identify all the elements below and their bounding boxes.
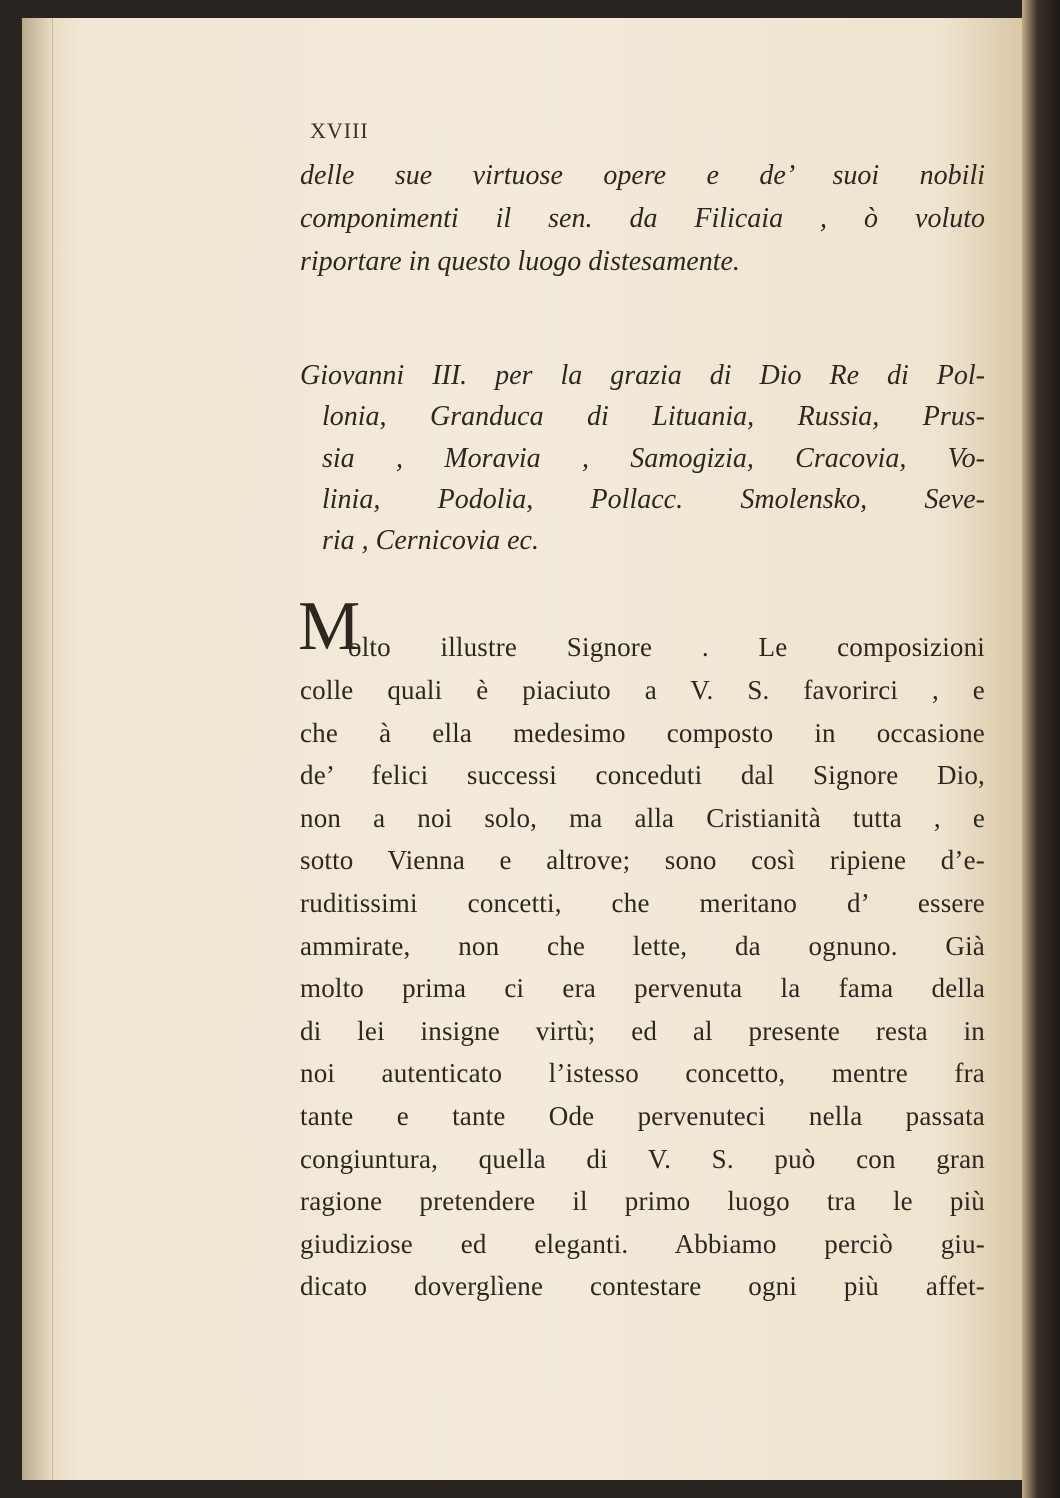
address-line: ria , Cernicovia ec. [322,525,539,556]
letter-line: noi autenticato l’istesso concetto, mentre fra [300,1058,985,1089]
letter-line: ruditissimi concetti, che meritano d’ essere [300,888,985,918]
letter-line: colle quali è piaciuto a V. S. favorirci , e [300,675,985,705]
letter-line: tante e tante Ode pervenuteci nella passata [300,1101,985,1131]
page-number: XVIII [310,118,369,143]
intro-line: riportare in questo luogo distesamente. [300,246,740,277]
letter-line: de’ felici successi conceduti dal Signore Dio, [300,760,985,791]
page-binding [22,18,53,1480]
address-line: linia, Podolia, Pollacc. Smolensko, Seve- [322,484,985,515]
letter-line: dicato doverglìene contestare ogni più affet- [300,1271,985,1302]
letter-line: che à ella medesimo composto in occasione [300,717,985,748]
letter-line: giudiziose ed eleganti. Abbiamo perciò giu- [300,1228,985,1259]
letter-line: sotto Vienna e altrove; sono così ripiene d’e- [300,845,985,876]
letter-line: ammirate, non che lette, da ognuno. Già [300,930,985,961]
letter-line: non a noi solo, ma alla Cristianità tutta , e [300,802,985,833]
letter-line: congiuntura, quella di V. S. può con gran [300,1143,985,1174]
intro-line: delle sue virtuose opere e de’ suoi nobili [300,160,985,191]
drop-cap: M [298,588,361,665]
letter-line: ragione pretendere il primo luogo tra le più [300,1186,985,1217]
book-page [22,18,1022,1480]
letter-line: molto prima ci era pervenuta la fama della [300,973,985,1004]
address-line: lonia, Granduca di Lituania, Russia, Prus- [322,401,985,432]
page-edge [1022,0,1060,1498]
letter-line: di lei insigne virtù; ed al presente resta in [300,1015,985,1046]
address-line: Giovanni III. per la grazia di Dio Re di Pol- [300,360,985,391]
letter-first-line: olto illustre Signore . Le composizioni [348,632,985,662]
intro-line: componimenti il sen. da Filicaia , ò voluto [300,203,985,234]
address-line: sia , Moravia , Samogizia, Cracovia, Vo- [322,443,985,474]
